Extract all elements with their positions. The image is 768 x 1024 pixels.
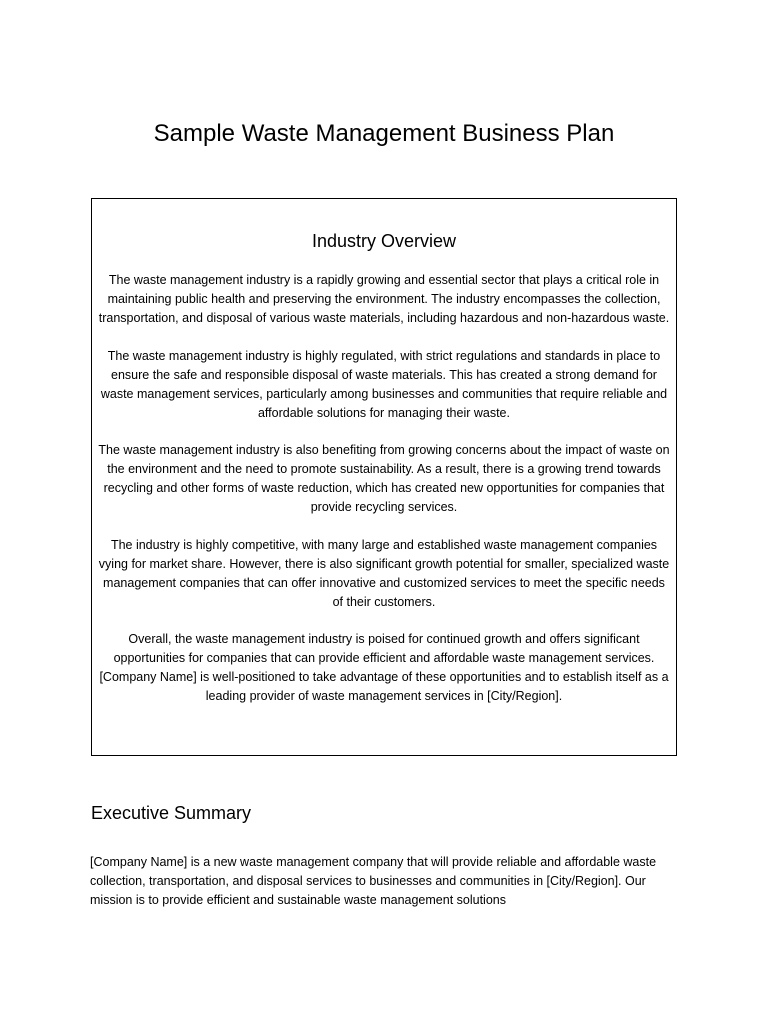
industry-overview-paragraph: The waste management industry is also benefiting from growing concerns about the impact of waste on the environment and the need to promote sustainability. As a result, there is a growing trend towards recycling and other forms of waste reduction, which has created new opportunities for companies that provide recycling services. — [98, 443, 670, 514]
executive-summary-paragraph: [Company Name] is a new waste management company that will provide reliable and affordable waste collection, transportation, and disposal services to businesses and communities in [City/Region]. Our mission is to provide efficient and sustainable waste management solutions — [90, 855, 657, 907]
page-title: Sample Waste Management Business Plan — [153, 120, 615, 147]
industry-overview-paragraph: The waste management industry is highly regulated, with strict regulations and standards in place to ensure the safe and responsible disposal of waste materials. This has created a strong demand for waste management services, particularly among businesses and communities that require reliable and affordable solutions for managing their waste. — [100, 348, 668, 420]
industry-overview-paragraph: The waste management industry is a rapidly growing and essential sector that plays a critical role in maintaining public health and preserving the environment. The industry encompasses the collection, transportation, and disposal of various waste materials, including hazardous and non-hazardous waste. — [98, 273, 670, 325]
industry-overview-box — [91, 198, 677, 756]
executive-summary-heading: Executive Summary — [91, 803, 252, 823]
industry-overview-paragraph: The industry is highly competitive, with many large and established waste management companies vying for market share. However, there is also significant growth potential for smaller, specialized waste management companies that can offer innovative and customized services to meet the specific needs of their customers. — [98, 537, 670, 609]
industry-overview-body — [98, 271, 670, 706]
industry-overview-paragraph: Overall, the waste management industry is poised for continued growth and offers significant opportunities for companies that can provide efficient and affordable waste management services. [Company Name] is well-positioned to take advantage of these opportunities and to establish itself as a leading provider of waste management services in [City/Region]. — [99, 632, 669, 703]
industry-overview-heading: Industry Overview — [311, 231, 457, 251]
